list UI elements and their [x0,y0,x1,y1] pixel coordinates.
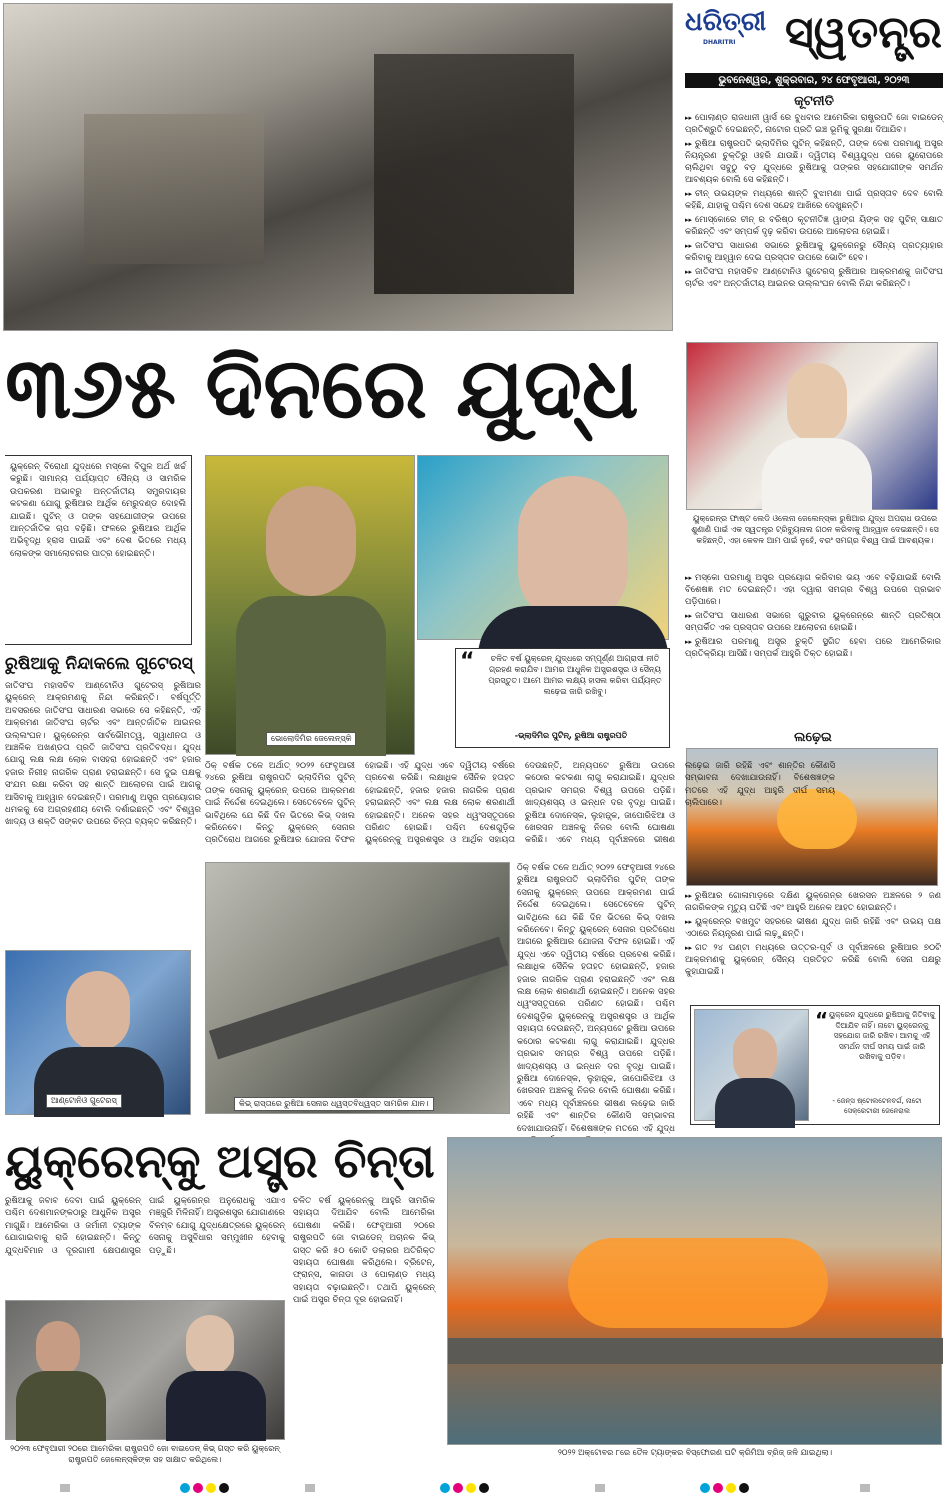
kyiv-caption: କିଭ୍ ରାସ୍ତାରେ ରୁଷିଆ ସେନାର ଧ୍ୱସ୍ତବିଧ୍ୱସ୍ତ ସାମରିକ ଯାନ। [234,1097,434,1111]
diplomacy-bullet-text: ରୁଷିଆ ରାଷ୍ଟ୍ରପତି ଭ୍ଲାଦିମିର ପୁଟିନ୍ କହିଛନ୍ତି, ତାଙ୍କ ଦେଶ ପରମାଣୁ ଅସ୍ତ୍ର ନିୟନ୍ତ୍ରଣ ଚୁକ୍ତିରୁ ଓହରି ଯାଉଛି। ଦ୍ୱିତୀୟ ବିଶ୍ୱଯୁଦ୍ଧ ପରେ ୟୁରୋପରେ ଚାଲିଥିବା ସବୁଠୁ ବଡ଼ ଯୁଦ୍ଧରେ ରୁଷିଆକୁ ତାଙ୍କର ସହଯୋଗୀଙ୍କ ସମର୍ଥନ ଆବଶ୍ୟକ ବୋଲି ସେ କହିଛନ୍ତି। [685,139,943,185]
stoltenberg-box [690,1005,940,1125]
ladhei-bullet-item [685,916,941,940]
zelensky-caption: ଭୋଲୋଦିମିର ଜେଲେନ୍‌ସ୍କି [266,732,356,746]
diplomacy-bullet-text: ଜାତିସଂଘ ମହାସଚିବ ଆଣ୍ଟୋନିଓ ଗୁଟେରସ୍ ରୁଷିଆର ଆକ୍ରମଣକୁ ଜାତିସଂଘ ଚାର୍ଟର ଏବଂ ଅନ୍ତର୍ଜାତୀୟ ଆଇନର ଉଲ୍ଲଂଘନ ବୋଲି ନିନ୍ଦା କରିଛନ୍ତି। [685,267,943,289]
ladhei-bullet-text: ରୁଷିଆର ଗୋଳାମାଡ଼ରେ ଦକ୍ଷିଣ ୟୁକ୍ରେନ୍‌ର ଖେରସନ ଅଞ୍ଚଳରେ ୨ ଜଣ ନାଗରିକଙ୍କ ମୃତ୍ୟୁ ଘଟିଛି ଏବଂ ଆହୁରି ଅନେକ ଆହତ ହୋଇଛନ୍ତି। [685,891,941,913]
right-mid-bullet-text: ଜାତିସଂଘ ସାଧାରଣ ସଭାରେ ଗୁରୁବାର ୟୁକ୍ରେନ୍‌ରେ ଶାନ୍ତି ପ୍ରତିଷ୍ଠା ସମ୍ପର୍କିତ ଏକ ପ୍ରସ୍ତାବ ଉପରେ ଆଲୋଚନା ହୋଇଛି। [685,611,941,633]
ladhei-bullet-text: ଗତ ୨୪ ଘଣ୍ଟା ମଧ୍ୟରେ ଉତ୍ତର-ପୂର୍ବ ଓ ପୂର୍ବାଞ୍ଚଳରେ ରୁଷିଆର ୭୦ଟି ଆକ୍ରମଣକୁ ୟୁକ୍ରେନ୍ ସୈନ୍ୟ ପ୍ରତିହତ କରିଛି ବୋଲି ସେନା ପକ୍ଷରୁ କୁହାଯାଇଛି। [685,943,941,977]
putin-quote-mark: “ [460,649,475,674]
diplomacy-bullet-item [685,188,943,212]
bullet-arrow-icon: ▸▸ [685,892,693,900]
bridge-caption: ୨୦୨୨ ଅକ୍ଟୋବର ୮ରେ ତୈଳ ଟ୍ୟାଙ୍କର ବିସ୍ଫୋରଣ ଘଟି କ୍ରିମିଆ ବ୍ରିଜ୍ ଜଳି ଯାଇଥିଲା। [557,1448,833,1457]
zelenska-photo [686,342,938,510]
main-article-tail: ଠିକ୍ ବର୍ଷକ ତଳେ ଅର୍ଥାତ୍ ୨୦୨୨ ଫେବୃଆରୀ ୨୪ରେ ରୁଷିଆ ରାଷ୍ଟ୍ରପତି ଭ୍ଲାଦିମିର ପୁଟିନ୍ ତାଙ୍କ ସେନାକୁ ୟୁକ୍ରେନ୍ ଉପରେ ଆକ୍ରମଣ ପାଇଁ ନିର୍ଦ୍ଦେଶ ଦେଇଥିଲେ। ସେତେବେଳେ ପୁଟିନ୍ ଭାବିଥିଲେ ଯେ କିଛି ଦିନ ଭିତରେ କିଭ୍ ଦଖଲ କରିନେବେ। କିନ୍ତୁ ୟୁକ୍ରେନ୍ ସେନାର ପ୍ରତିରୋଧ ଆଗରେ ରୁଷିଆର ଯୋଜନା ବିଫଳ ହୋଇଛି। ଏହି ଯୁଦ୍ଧ ଏବେ ଦ୍ୱିତୀୟ ବର୍ଷରେ ପ୍ରବେଶ କରିଛି। ଲକ୍ଷାଧିକ ସୈନିକ ହତାହତ ହୋଇଛନ୍ତି, ହଜାର ହଜାର ନାଗରିକ ପ୍ରାଣ ହରାଇଛନ୍ତି ଏବଂ ଲକ୍ଷ ଲକ୍ଷ ଲୋକ ଶରଣାର୍ଥୀ ହୋଇଛନ୍ତି। ଅନେକ ସହର ଧ୍ୱଂସସ୍ତୂପରେ ପରିଣତ ହୋଇଛି। ପଶ୍ଚିମ ଦେଶଗୁଡ଼ିକ ୟୁକ୍ରେନ୍‌କୁ ଅସ୍ତ୍ରଶସ୍ତ୍ର ଓ ଆର୍ଥିକ ସହାୟତା ଦେଉଛନ୍ତି, ଅନ୍ୟପଟେ ରୁଷିଆ ଉପରେ କଠୋର କଟକଣା ଲାଗୁ କରାଯାଇଛି। ଯୁଦ୍ଧର ପ୍ରଭାବ ସମଗ୍ର ବିଶ୍ୱ ଉପରେ ପଡ଼ିଛି। ଖାଦ୍ୟଶସ୍ୟ ଓ ଇନ୍ଧନ ଦର ବୃଦ୍ଧି ପାଇଛି। ରୁଷିଆ ଦୋନେସ୍କ, ଲୁହାନ୍ସ୍କ, ଜାପୋରିଝିଆ ଓ ଖେରସନ ଅଞ୍ଚଳକୁ ନିଜର ବୋଲି ଘୋଷଣା କରିଛି। ଏବେ ମଧ୍ୟ ପୂର୍ବାଞ୍ଚଳରେ ଭୀଷଣ ଲଢ଼େଇ ଜାରି ରହିଛି ଏବଂ ଶାନ୍ତିର କୌଣସି ସମ୍ଭାବନା ଦେଖାଯାଉନାହିଁ। ବିଶେଷଜ୍ଞଙ୍କ ମତରେ ଏହି ଯୁଦ୍ଧ [517,863,676,1134]
dateline: ଭୁବନେଶ୍ୱର, ଶୁକ୍ରବାର, ୨୪ ଫେବୃଆରୀ, ୨୦୨୩ [685,73,943,88]
diplomacy-bullet-item [685,214,943,238]
stoltenberg-quote: ୟୁକ୍ରେନ ଯୁଦ୍ଧରେ ରୁଷିଆକୁ ଜିତିବାକୁ ଦିଆଯିବ ନାହିଁ। ନାଟୋ ୟୁକ୍ରେନ୍‌କୁ ସହଯୋଗ ଜାରି ରଖିବ। ଆମକୁ ଏହି ସମର୍ଥନ ଦୀର୍ଘ ସମୟ ପାଇଁ ଜାରି ରଖିବାକୁ ପଡ଼ିବ। [828,1010,936,1061]
zelenska-caption: ୟୁକ୍ରେନ୍‌ର ଫାଷ୍ଟ ଲେଡି ଓଲେନା ଜେଲେନ୍‌ସ୍କା ରୁଷିଆର ଯୁଦ୍ଧ ଅପରାଧ ଉପରେ ଶୁଣାଣି ପାଇଁ ଏକ ସ୍ୱତନ୍ତ୍ର ଟ୍ରିବ୍ୟୁନାଲ ଗଠନ କରିବାକୁ ଆହ୍ୱାନ ଦେଇଛନ୍ତି। ସେ କହିଛନ୍ତି, ଏହା କେବଳ ଆମ ପାଇଁ ନୁହେଁ, ବରଂ ସମଗ୍ର ବିଶ୍ୱ ପାଇଁ ଆବଶ୍ୟକ। [691,514,939,545]
bullet-arrow-icon: ▸▸ [685,242,693,250]
stoltenberg-attribution: - ଜେନ୍ସ ଷ୍ଟୋଲଟେନବର୍ଗ, ନାଟୋ ସେକ୍ରେଟାରୀ ଜେନେରାଲ [832,1097,922,1115]
main-article-continued [517,862,676,1134]
putin-quote: ଚଳିତ ବର୍ଷ ୟୁକ୍ରେନ୍ ଯୁଦ୍ଧରେ ସମ୍ପୂର୍ଣ୍ଣ ଆଗ୍ରାସୀ ନୀତି ଗ୍ରହଣ କରାଯିବ। ଆମର ଆଧୁନିକ ଅସ୍ତ୍ରଶସ୍ତ୍ର ଓ ସୈନ୍ୟ ପ୍ରସ୍ତୁତ। ଆମେ ଆମର ଲକ୍ଷ୍ୟ ହାସଲ କରିବା ପର୍ଯ୍ୟନ୍ତ ଲଢ଼େଇ ଜାରି ରଖିବୁ। [488,654,662,696]
diplomacy-bullet-text: ପୋଲାଣ୍ଡ ରାଜଧାନୀ ୱାର୍ସ ରେ ବୁଧବାର ଆମେରିକା ରାଷ୍ଟ୍ରପତି ଜୋ ବାଇଡେନ୍ ପ୍ରତିଶ୍ରୁତି ଦେଇଛନ୍ତି, ନାଟୋର ପ୍ରତି ଇଞ୍ଚ ଭୂମିକୁ ସୁରକ୍ଷା ଦିଆଯିବ। [685,113,943,135]
diplomacy-box [685,94,943,338]
putin-photo [417,455,669,640]
bullet-arrow-icon: ▸▸ [685,574,693,582]
diplomacy-bullet-item [685,240,943,264]
bullet-arrow-icon: ▸▸ [685,944,693,952]
ladhei-list [685,890,941,1000]
bullet-arrow-icon: ▸▸ [685,216,693,224]
right-mid-bullet-text: ମସ୍କୋ ପରମାଣୁ ଅସ୍ତ୍ର ପ୍ରୟୋଗ କରିବାର ଭୟ ଏବେ ବଢ଼ିଯାଇଛି ବୋଲି ବିଶେଷଜ୍ଞ ମତ ଦେଇଛନ୍ତି। ଏହା ଦ୍ୱାରା ସମଗ୍ର ବିଶ୍ୱ ଉପରେ ପ୍ରଭାବ ପଡ଼ିପାରେ। [685,573,941,607]
bottom-headline: ୟୁକ୍ରେନ୍‌କୁ ଅସ୍ତ୍ର ଚିନ୍ତା [5,1134,435,1188]
dharitri-logo-sub: DHARITRI [703,39,736,46]
masthead [685,3,943,91]
biden-caption: ୨୦୨୩ ଫେବୃଆରୀ ୨୦ରେ ଆମେରିକା ରାଷ୍ଟ୍ରପତି ଜୋ ବାଇଡେନ୍ କିଭ୍ ଗସ୍ତ କରି ୟୁକ୍ରେନ୍ ରାଷ୍ଟ୍ରପତି ଜେଲେନ୍‌ସ୍କିଙ୍କ ସହ ସାକ୍ଷାତ କରିଥିଲେ। [10,1444,280,1464]
ladhei-bullet-item [685,942,941,978]
diplomacy-bullet-item [685,112,943,136]
kyiv-street-photo [205,862,510,1114]
main-article: ଠିକ୍ ବର୍ଷକ ତଳେ ଅର୍ଥାତ୍ ୨୦୨୨ ଫେବୃଆରୀ ୨୪ରେ ରୁଷିଆ ରାଷ୍ଟ୍ରପତି ଭ୍ଲାଦିମିର ପୁଟିନ୍ ତାଙ୍କ ସେନାକୁ ୟୁକ୍ରେନ୍ ଉପରେ ଆକ୍ରମଣ ପାଇଁ ନିର୍ଦ୍ଦେଶ ଦେଇଥିଲେ। ସେତେବେଳେ ପୁଟିନ୍ ଭାବିଥିଲେ ଯେ କିଛି ଦିନ ଭିତରେ କିଭ୍ ଦଖଲ କରିନେବେ। କିନ୍ତୁ ୟୁକ୍ରେନ୍ ସେନାର ପ୍ରତିରୋଧ ଆଗରେ ରୁଷିଆର ଯୋଜନା ବିଫଳ ହୋଇଛି। ଏହି ଯୁଦ୍ଧ ଏବେ ଦ୍ୱିତୀୟ ବର୍ଷରେ ପ୍ରବେଶ କରିଛି। ଲକ୍ଷାଧିକ ସୈନିକ ହତାହତ ହୋଇଛନ୍ତି, ହଜାର ହଜାର ନାଗରିକ ପ୍ରାଣ ହରାଇଛନ୍ତି ଏବଂ ଲକ୍ଷ ଲକ୍ଷ ଲୋକ ଶରଣାର୍ଥୀ ହୋଇଛନ୍ତି। ଅନେକ ସହର ଧ୍ୱଂସସ୍ତୂପରେ ପରିଣତ ହୋଇଛି। ପଶ୍ଚିମ ଦେଶଗୁଡ଼ିକ ୟୁକ୍ରେନ୍‌କୁ ଅସ୍ତ୍ରଶସ୍ତ୍ର ଓ ଆର୍ଥିକ ସହାୟତା ଦେଉଛନ୍ତି, ଅନ୍ୟପଟେ ରୁଷିଆ ଉପରେ କଠୋର କଟକଣା ଲାଗୁ କରାଯାଇଛି। ଯୁଦ୍ଧର ପ୍ରଭାବ ସମଗ୍ର ବିଶ୍ୱ ଉପରେ ପଡ଼ିଛି। ଖାଦ୍ୟଶସ୍ୟ ଓ ଇନ୍ଧନ ଦର ବୃଦ୍ଧି ପାଇଛି। ରୁଷିଆ ଦୋନେସ୍କ, ଲୁହାନ୍ସ୍କ, ଜାପୋରିଝିଆ ଓ ଖେରସନ ଅଞ୍ଚଳକୁ ନିଜର ବୋଲି ଘୋଷଣା କରିଛି। ଏବେ ମଧ୍ୟ ପୂର୍ବାଞ୍ଚଳରେ ଭୀଷଣ [205,761,675,846]
bullet-arrow-icon: ▸▸ [685,140,693,148]
main-headline: ୩୬୫ ଦିନରେ ଯୁଦ୍ଧ [5,338,639,437]
putin-quote-box [455,648,670,748]
section-title: ସ୍ୱତନ୍ତ୍ର [785,7,942,58]
bullet-arrow-icon: ▸▸ [685,612,693,620]
guterres-text: ଜାତିସଂଘ ମହାସଚିବ ଆଣ୍ଟୋନିଓ ଗୁଟେରସ୍ ରୁଷିଆର ୟୁକ୍ରେନ୍ ଆକ୍ରମଣକୁ ନିନ୍ଦା କରିଛନ୍ତି। ବର୍ଷପୂର୍ତ୍ତି ଅବସରରେ ଜାତିସଂଘ ସାଧାରଣ ସଭାରେ ସେ କହିଛନ୍ତି, ଏହି ଆକ୍ରମଣ ଜାତିସଂଘ ଚାର୍ଟର ଏବଂ ଆନ୍ତର୍ଜାତିକ ଆଇନର ଉଲ୍ଲଂଘନ। ୟୁକ୍ରେନ୍‌ର ସାର୍ବଭୌମତ୍ୱ, ସ୍ୱାଧୀନତା ଓ ଆଞ୍ଚଳିକ ଅଖଣ୍ଡତା ପ୍ରତି ଜାତିସଂଘ ପ୍ରତିବଦ୍ଧ। ଯୁଦ୍ଧ ଯୋଗୁ ଲକ୍ଷ ଲକ୍ଷ ଲୋକ ବାସହରା ହୋଇଛନ୍ତି ଏବଂ ହଜାର ହଜାର ନିରୀହ ନାଗରିକ ପ୍ରାଣ ହରାଇଛନ୍ତି। ସେ ଦୁଇ ପକ୍ଷକୁ ସଂଯମ ରକ୍ଷା କରିବା ସହ ଶାନ୍ତି ଆଲୋଚନା ପାଇଁ ଆଗକୁ ଆସିବାକୁ ଆହ୍ୱାନ ଦେଇଛନ୍ତି। ପରମାଣୁ ଅସ୍ତ୍ର ପ୍ରୟୋଗର ଧମକକୁ ସେ ଅଗ୍ରହଣୀୟ ବୋଲି ଦର୍ଶାଇଛନ୍ତି ଏବଂ ବିଶ୍ୱର ଖାଦ୍ୟ ଓ ଶକ୍ତି ସଙ୍କଟ ଉପରେ ଚିନ୍ତା ବ୍ୟକ୍ତ କରିଛନ୍ତି। [5,681,201,828]
ladhei-bullet-item [685,890,941,914]
bullet-arrow-icon: ▸▸ [685,638,693,646]
stoltenberg-quote-mark: “ [815,1008,829,1032]
intro-text: ୟୁକ୍ରେନ୍ ବିରୋଧୀ ଯୁଦ୍ଧରେ ମସ୍କୋ ବିପୁଳ ଅର୍ଥ ଖର୍ଚ୍ଚ କରୁଛି। ସାମାନ୍ୟ ପର୍ଯ୍ୟାପ୍ତ ସୈନ୍ୟ ଓ ସାମରିକ ଉପକରଣ ଅଭାବରୁ ଅନ୍ତର୍ଜାତୀୟ ସମ୍ପ୍ରଦାୟର କଟକଣା ଯୋଗୁ ରୁଷିଆର ଆର୍ଥିକ ମେରୁଦଣ୍ଡ ଦୋହଲି ଯାଇଛି। ପୁଟିନ୍ ଓ ତାଙ୍କ ସହଯୋଗୀଙ୍କ ଉପରେ ଆନ୍ତର୍ଜାତିକ ଚାପ ବଢ଼ିଛି। ଫଳରେ ରୁଷିଆର ଆର୍ଥିକ ଅଭିବୃଦ୍ଧି ହ୍ରାସ ପାଇଛି ଏବଂ ଦେଶ ଭିତରେ ମଧ୍ୟ ଲୋକଙ୍କ ସମାଲୋଚନାର ପାତ୍ର ହୋଇଛନ୍ତି। [5,455,192,645]
bullet-arrow-icon: ▸▸ [685,114,693,122]
registration-strip [0,1478,945,1497]
crimea-bridge-photo [447,1137,942,1445]
guterres-caption: ଆଣ୍ଟୋନିଓ ଗୁଟେରସ୍ [46,1094,122,1108]
diplomacy-list [685,112,943,332]
biden-zelensky-photo [5,1300,285,1440]
right-mid-bullet-item [685,636,941,660]
zelensky-photo [205,455,415,755]
diplomacy-bullet-item [685,266,943,290]
guterres-photo [5,950,191,1115]
dharitri-logo: ଧରିତ୍ରୀ [685,7,767,37]
diplomacy-title: କୂଟନୀତି [794,94,834,109]
right-mid-bullets [685,572,941,724]
diplomacy-bullet-item [685,138,943,186]
bullet-arrow-icon: ▸▸ [685,190,693,198]
right-mid-bullet-text: ରୁଷିଆର ପରମାଣୁ ଅସ୍ତ୍ର ଚୁକ୍ତି ସ୍ଥଗିତ ହେବା ପରେ ଆମେରିକାର ପ୍ରତିକ୍ରିୟା ଆସିଛି। ସମ୍ପର୍କ ଆହୁରି ତିକ୍ତ ହୋଇଛି। [685,637,941,659]
stoltenberg-photo [694,1009,809,1121]
bullet-arrow-icon: ▸▸ [685,918,693,926]
bottom-article-1: ରୁଷିଆକୁ ଜବାବ ଦେବା ପାଇଁ ୟୁକ୍ରେନ୍ ପଶ୍ଚିମ ଦେଶମାନଙ୍କଠାରୁ ଆଧୁନିକ ଅସ୍ତ୍ର ମାଗୁଛି। ଆମେରିକା ଓ ଜର୍ମାନୀ ଟ୍ୟାଙ୍କ ଯୋଗାଇବାକୁ ରାଜି ହୋଇଛନ୍ତି। କିନ୍ତୁ ଯୁଦ୍ଧବିମାନ ଓ ଦୂରଗାମୀ କ୍ଷେପଣାସ୍ତ୍ର ପାଇଁ ୟୁକ୍ରେନ୍‌ର ଅନୁରୋଧକୁ ଏଯାଏ ମଞ୍ଜୁରି ମିଳିନାହିଁ। ଅସ୍ତ୍ରଶସ୍ତ୍ର ଯୋଗାଣରେ ବିଳମ୍ବ ଯୋଗୁ ଯୁଦ୍ଧକ୍ଷେତ୍ରରେ ୟୁକ୍ରେନ୍ ସେନାକୁ ଅସୁବିଧାର ସମ୍ମୁଖୀନ ହେବାକୁ ପଡ଼ୁଛି। [5,1196,285,1256]
ladhei-title: ଲଢ଼େଇ [794,730,832,745]
diplomacy-bullet-text: ଚୀନ୍ ଉଭୟଙ୍କ ମଧ୍ୟରେ ଶାନ୍ତି ବୁଝାମଣା ପାଇଁ ପ୍ରସ୍ତାବ ଦେବ ବୋଲି କହିଛି, ଯାହାକୁ ପଶ୍ଚିମ ଦେଶ ସନ୍ଦେହ ଆଖିରେ ଦେଖୁଛନ୍ତି। [685,189,943,211]
putin-attribution: -ଭ୍ଲାଦିମିର ପୁଟିନ୍, ରୁଷିଆ ରାଷ୍ଟ୍ରପତି [514,731,628,740]
bottom-article-2: ଚଳିତ ବର୍ଷ ୟୁକ୍ରେନ୍‌କୁ ଆହୁରି ସାମରିକ ସହାୟତା ଦିଆଯିବ ବୋଲି ଆମେରିକା ଘୋଷଣା କରିଛି। ଫେବୃଆରୀ ୨୦ରେ ରାଷ୍ଟ୍ରପତି ଜୋ ବାଇଡେନ୍ ଅଚାନକ କିଭ୍ ଗସ୍ତ କରି ୫୦ କୋଟି ଡଲାରର ଅତିରିକ୍ତ ସହାୟତା ଘୋଷଣା କରିଥିଲେ। ବ୍ରିଟେନ୍, ଫ୍ରାନ୍ସ, କାନାଡା ଓ ପୋଲାଣ୍ଡ ମଧ୍ୟ ସହାୟତା ବଢ଼ାଇଛନ୍ତି। ତଥାପି ୟୁକ୍ରେନ୍ ପାଇଁ ଅସ୍ତ୍ର ଚିନ୍ତା ଦୂର ହୋଇନାହିଁ। [293,1196,435,1306]
bullet-arrow-icon: ▸▸ [685,268,693,276]
diplomacy-bullet-text: ମୋସ୍କୋରେ ଚୀନ୍ ର ବରିଷ୍ଠ କୂଟନୀତିଜ୍ଞ ୱାଙ୍ଗ ୟିଙ୍କ ସହ ପୁଟିନ୍ ସାକ୍ଷାତ କରିଛନ୍ତି ଏବଂ ସମ୍ପର୍କ ଦୃଢ଼ କରିବା ଉପରେ ଆଲୋଚନା ହୋଇଛି। [685,215,943,237]
right-mid-bullet-item [685,572,941,608]
guterres-headline: ରୁଷିଆକୁ ନିନ୍ଦାକଲେ ଗୁଟେରସ୍ [5,654,193,674]
ladhei-bullet-text: ୟୁକ୍ରେନ୍‌ର ବଖମୁଟ ସହରରେ ଭୀଷଣ ଯୁଦ୍ଧ ଜାରି ରହିଛି ଏବଂ ଉଭୟ ପକ୍ଷ ଏଠାରେ ନିୟନ୍ତ୍ରଣ ପାଇଁ ଲଢ଼ୁଛନ୍ତି। [685,917,941,939]
diplomacy-bullet-text: ଜାତିସଂଘ ସାଧାରଣ ସଭାରେ ରୁଷିଆକୁ ୟୁକ୍ରେନରୁ ସୈନ୍ୟ ପ୍ରତ୍ୟାହାର କରିବାକୁ ଆହ୍ୱାନ ଦେଇ ପ୍ରସ୍ତାବ ଉପରେ ଭୋଟିଂ ହେବ। [685,241,943,263]
right-mid-bullet-item [685,610,941,634]
destroyed-building-photo [3,3,673,331]
